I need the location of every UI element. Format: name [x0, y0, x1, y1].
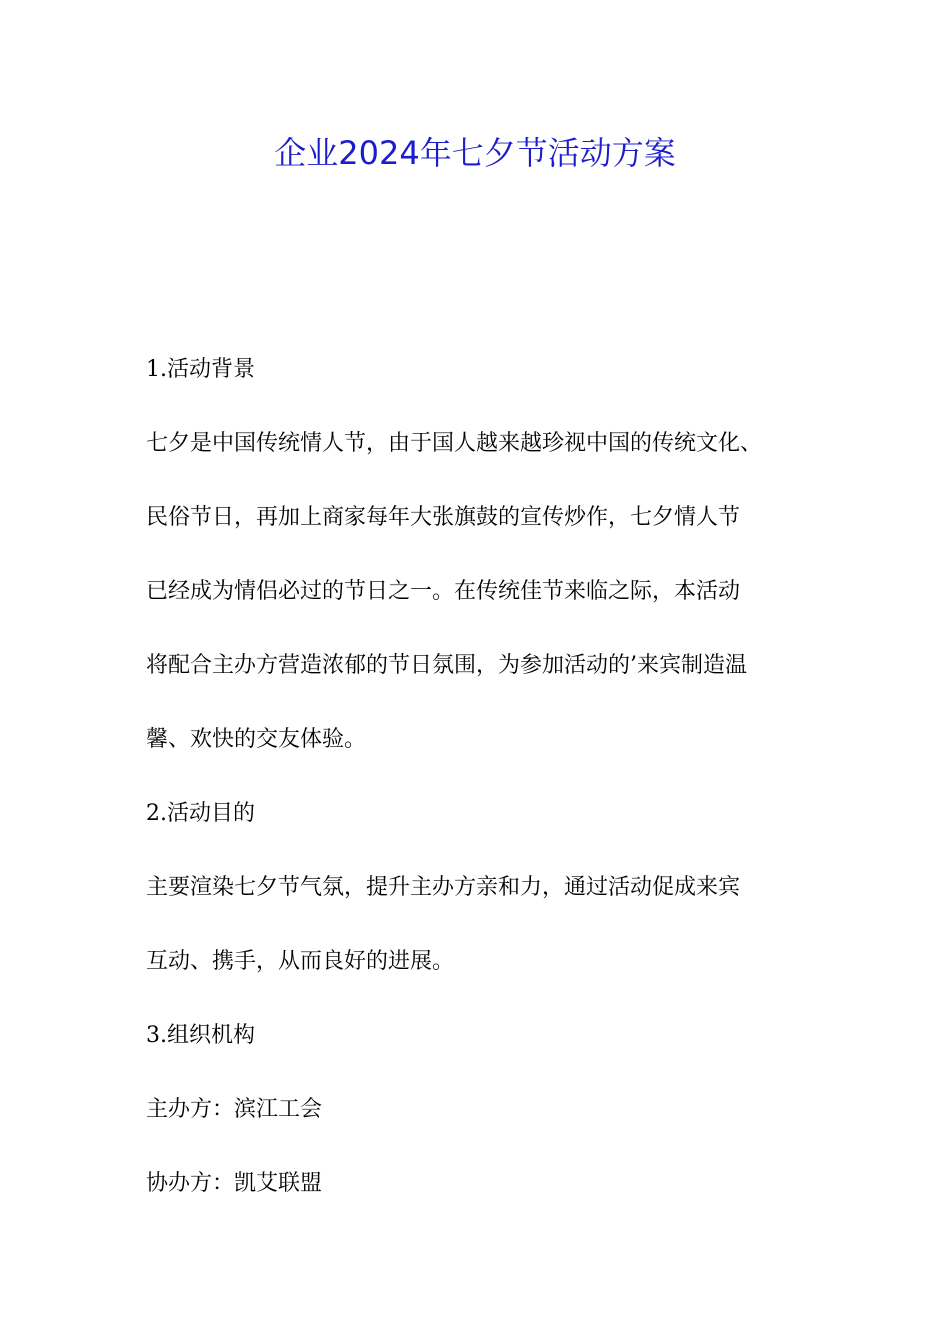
paragraph-line: 将配合主办方营造浓郁的节日氛围，为参加活动的’来宾制造温: [146, 653, 747, 678]
document-body: [146, 333, 811, 1221]
paragraph-line: 主要渲染七夕节气氛，提升主办方亲和力，通过活动促成来宾: [146, 875, 741, 900]
co-organizer-line: 协办方：凯艾联盟: [146, 1171, 323, 1196]
section-heading-purpose: 2.活动目的: [146, 801, 255, 826]
section-heading-background: 1.活动背景: [146, 357, 255, 382]
paragraph-line: 互动、携手，从而良好的进展。: [146, 949, 455, 974]
paragraph-line: 七夕是中国传统情人节，由于国人越来越珍视中国的传统文化、: [146, 431, 763, 456]
organizer-line: 主办方：滨江工会: [146, 1097, 323, 1122]
section-heading-organization: 3.组织机构: [146, 1023, 255, 1048]
document-title: 企业2024年七夕节活动方案: [274, 134, 676, 172]
paragraph-line: 已经成为情侣必过的节日之一。在传统佳节来临之际，本活动: [146, 579, 741, 604]
paragraph-line: 馨、欢快的交友体验。: [146, 727, 367, 752]
paragraph-line: 民俗节日，再加上商家每年大张旗鼓的宣传炒作，七夕情人节: [146, 505, 741, 530]
